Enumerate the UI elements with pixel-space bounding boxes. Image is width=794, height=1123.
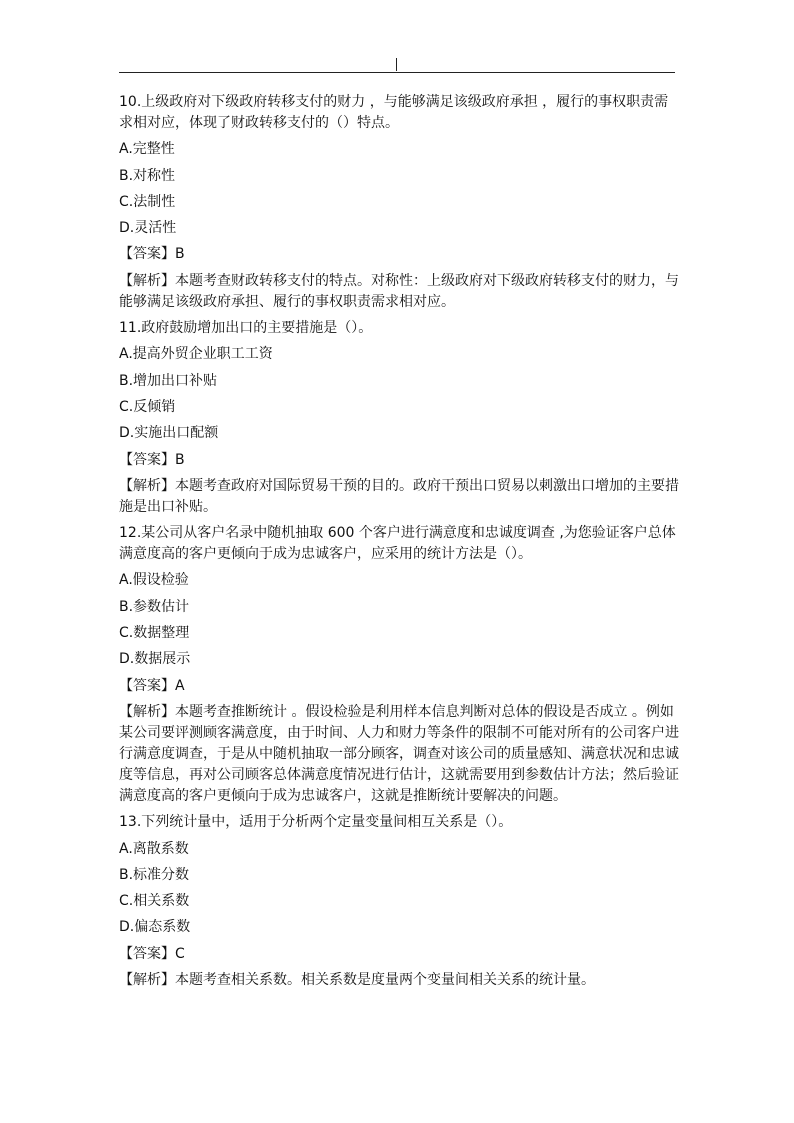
option-d: D.灵活性 [119, 220, 177, 237]
header-mark [396, 58, 397, 71]
option-a: A.完整性 [119, 141, 175, 158]
option-b: B.增加出口补贴 [119, 372, 218, 389]
option-c: C.反倾销 [119, 398, 176, 415]
option-b: B.标准分数 [119, 866, 190, 883]
question-stem: 13.下列统计量中，适用于分析两个定量变量间相互关系是（）。 [119, 814, 513, 831]
option-d: D.偏态系数 [119, 919, 191, 936]
option-b: B.参数估计 [119, 598, 190, 615]
question-stem: 10.上级政府对下级政府转移支付的财力 ，与能够满足该级政府承担 ，履行的事权职责需求相对应，体现了财政转移支付的（）特点。 [119, 94, 669, 131]
question-12 [119, 523, 679, 807]
question-stem: 12.某公司从客户名录中随机抽取 600 个客户进行满意度和忠诚度调查 ,为您验证客户总体满意度高的客户更倾向于成为忠诚客户，应采用的统计方法是（）。 [119, 525, 676, 563]
question-10 [119, 92, 679, 313]
analysis: 【解析】本题考查推断统计 。假设检验是利用样本信息判断对总体的假设是否成立 。例如某公司要评测顾客满意度，由于时间、人力和财力等条件的限制不可能对所有的公司客户进行满意度调查，于是从中随机抽取一部分顾客，调查对该公司的质量感知、满意状况和忠诚度等信息，再对公司顾客总体满意度情况进行估计，这就需要用到参数估计方法；然后验证满意度高的客户更倾向于成为忠诚客户，这就是推断统计要解决的问题。 [119, 703, 679, 804]
option-d: D.数据展示 [119, 651, 191, 668]
header-rule [119, 72, 675, 73]
option-a: A.假设检验 [119, 572, 189, 589]
option-c: C.数据整理 [119, 625, 190, 642]
option-c: C.法制性 [119, 193, 176, 210]
answer: 【答案】C [119, 945, 185, 962]
answer: 【答案】A [119, 677, 185, 694]
question-13 [119, 812, 679, 991]
option-b: B.对称性 [119, 167, 176, 184]
analysis: 【解析】本题考查政府对国际贸易干预的目的。政府干预出口贸易以刺激出口增加的主要措施是出口补贴。 [119, 477, 679, 515]
option-a: A.离散系数 [119, 840, 189, 857]
answer: 【答案】B [119, 451, 185, 468]
question-stem: 11.政府鼓励增加出口的主要措施是（）。 [119, 320, 373, 337]
option-d: D.实施出口配额 [119, 425, 219, 442]
analysis: 【解析】本题考查财政转移支付的特点。对称性：上级政府对下级政府转移支付的财力，与能够满足该级政府承担、履行的事权职责需求相对应。 [119, 272, 679, 310]
option-c: C.相关系数 [119, 893, 190, 910]
question-11 [119, 318, 679, 518]
answer: 【答案】B [119, 246, 185, 263]
analysis: 【解析】本题考查相关系数。相关系数是度量两个变量间相关关系的统计量。 [119, 972, 595, 989]
document-body [119, 92, 679, 996]
option-a: A.提高外贸企业职工工资 [119, 346, 273, 363]
